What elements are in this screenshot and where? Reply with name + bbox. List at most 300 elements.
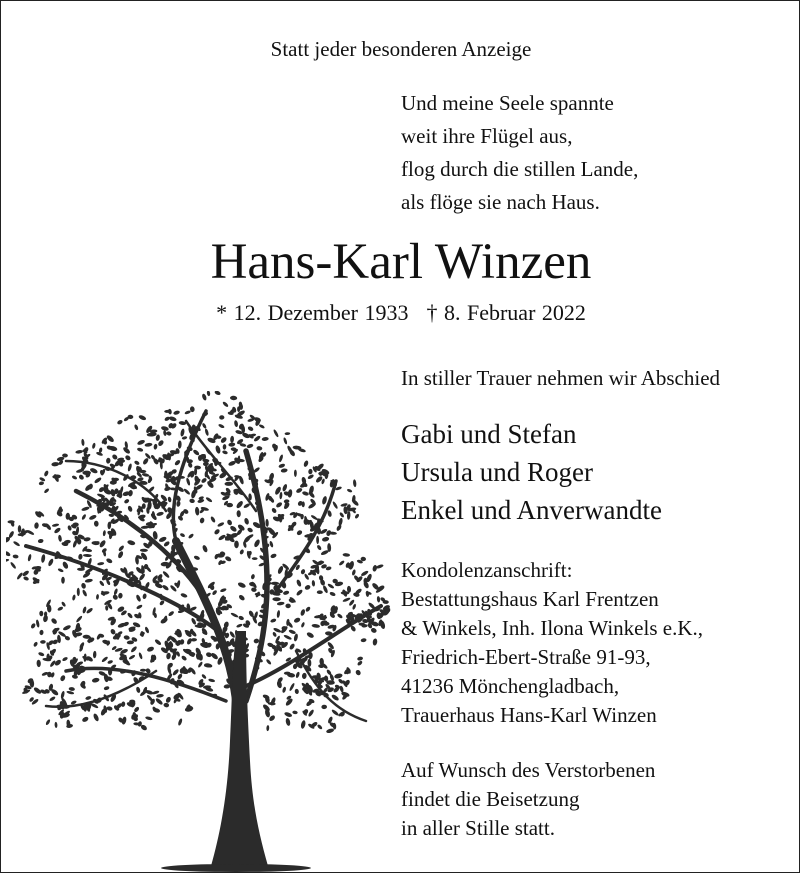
leaf — [6, 550, 11, 557]
leaf — [238, 594, 246, 602]
leaf — [302, 501, 305, 507]
leaf — [172, 668, 180, 676]
leaf — [163, 540, 170, 547]
leaf — [223, 444, 227, 450]
leaf — [228, 442, 235, 447]
leaf — [340, 503, 348, 508]
leaf — [81, 439, 85, 446]
leaf — [303, 460, 309, 468]
leaf — [277, 565, 284, 574]
leaf — [276, 610, 280, 618]
leaf — [235, 500, 244, 509]
address-line: Bestattungshaus Karl Frentzen — [401, 587, 659, 611]
leaf — [81, 582, 87, 589]
leaf — [213, 528, 220, 535]
leaf — [85, 695, 92, 700]
leaf — [360, 638, 366, 643]
leaf — [163, 430, 167, 436]
leaf — [253, 539, 261, 548]
leaf — [347, 488, 353, 493]
leaf — [43, 488, 49, 494]
leaf — [127, 539, 136, 545]
leaf — [199, 517, 205, 524]
leaf — [144, 626, 150, 634]
leaf — [88, 514, 97, 521]
leaf — [43, 470, 49, 477]
leaf — [205, 652, 212, 658]
leaf — [238, 615, 245, 621]
leaf — [285, 604, 290, 609]
leaf — [283, 590, 290, 595]
leaf — [205, 496, 213, 503]
leaf — [101, 656, 109, 663]
leaf — [71, 475, 77, 480]
leaf — [94, 520, 99, 526]
leaf — [276, 680, 282, 689]
leaf — [128, 654, 135, 660]
leaf — [193, 555, 200, 561]
leaf — [278, 454, 283, 463]
leaf — [247, 527, 254, 533]
leaf — [296, 589, 304, 597]
leaf — [220, 588, 227, 593]
leaf — [62, 624, 71, 631]
leaf — [285, 432, 291, 435]
leaf — [86, 607, 94, 614]
leaf — [146, 646, 154, 653]
leaf — [339, 685, 344, 692]
leaf — [92, 713, 99, 722]
leaf — [142, 472, 150, 477]
leaf — [99, 539, 107, 548]
leaf — [305, 606, 311, 613]
leaf — [38, 652, 45, 657]
leaf — [83, 554, 92, 557]
life-dates — [1, 300, 800, 326]
verse-line: flog durch die stillen Lande, — [401, 157, 639, 181]
mourners-list — [401, 415, 662, 529]
leaf — [301, 622, 306, 628]
leaf — [113, 588, 118, 595]
leaf — [195, 507, 200, 516]
leaf — [302, 672, 308, 679]
leaf — [134, 460, 140, 466]
leaf — [307, 709, 314, 718]
leaf — [162, 570, 170, 578]
leaf — [211, 589, 217, 595]
leaf — [127, 505, 133, 512]
leaf — [181, 655, 188, 662]
leaf — [224, 482, 233, 486]
leaf — [107, 660, 113, 665]
leaf — [294, 470, 297, 477]
leaf — [62, 561, 70, 570]
leaf — [166, 652, 171, 659]
leaf — [327, 583, 335, 589]
address-line: Friedrich-Ebert-Straße 91-93, — [401, 645, 651, 669]
leaf — [244, 517, 250, 525]
leaf — [156, 511, 164, 517]
leaf — [72, 594, 76, 601]
leaf — [136, 604, 143, 610]
leaf — [75, 450, 83, 454]
leaf — [13, 540, 21, 546]
leaf — [215, 445, 222, 454]
leaf — [201, 393, 207, 401]
leaf — [184, 410, 191, 415]
leaf — [191, 617, 197, 625]
leaf — [252, 557, 258, 560]
leaf — [334, 673, 343, 679]
leaf — [106, 458, 111, 464]
leaf — [317, 590, 323, 594]
leaf — [332, 501, 339, 509]
leaf — [222, 401, 229, 408]
leaf — [138, 652, 143, 660]
leaf — [339, 512, 345, 518]
leaf — [236, 623, 243, 628]
leaf — [321, 496, 327, 505]
leaf — [138, 414, 147, 421]
leaf — [202, 544, 209, 553]
leaf — [47, 558, 54, 567]
leaf — [237, 581, 246, 588]
leaf — [180, 428, 185, 437]
leaf — [39, 611, 43, 617]
leaf — [204, 428, 209, 436]
leaf — [329, 591, 336, 597]
leaf — [34, 522, 39, 529]
leaf — [136, 686, 141, 693]
leaf — [302, 491, 310, 497]
leaf — [144, 442, 152, 447]
leaf — [134, 424, 139, 431]
leaf — [49, 696, 56, 702]
leaf — [326, 728, 335, 734]
leaf — [6, 558, 9, 563]
leaf — [27, 554, 32, 562]
leaf — [272, 631, 277, 637]
leaf — [116, 419, 123, 425]
leaf — [82, 589, 88, 597]
leaf — [177, 718, 183, 726]
leaf — [38, 481, 44, 486]
leaf — [168, 409, 173, 415]
leaf — [39, 630, 44, 636]
leaf — [40, 640, 46, 644]
leaf — [36, 660, 41, 668]
leaf — [312, 580, 316, 587]
leaf — [106, 558, 114, 564]
leaf — [30, 623, 36, 630]
closing-note — [401, 756, 655, 843]
tree-trunk — [211, 631, 268, 866]
leaf — [174, 459, 181, 466]
leaf — [289, 682, 296, 691]
leaf — [92, 443, 96, 450]
leaf — [304, 584, 311, 591]
leaf — [261, 437, 268, 442]
leaf — [277, 601, 285, 605]
leaf — [317, 724, 323, 730]
leaf — [355, 669, 362, 676]
leaf — [18, 525, 21, 533]
poem-verse — [401, 87, 638, 219]
leaf — [50, 617, 58, 625]
leaf — [322, 536, 330, 542]
leaf — [167, 496, 172, 502]
death-date: † 8. Februar 2022 — [426, 300, 586, 325]
leaf — [177, 673, 183, 680]
leaf — [206, 391, 210, 396]
leaf — [293, 633, 298, 642]
leaf — [145, 716, 153, 721]
leaf — [310, 514, 318, 520]
leaf — [271, 507, 278, 514]
leaf — [188, 533, 195, 539]
address-line: & Winkels, Inh. Ilona Winkels e.K., — [401, 616, 703, 640]
leaf — [173, 410, 180, 416]
leaf — [75, 615, 83, 623]
leaf — [300, 609, 306, 617]
leaf — [282, 483, 288, 491]
leaf — [140, 669, 146, 672]
leaf — [210, 516, 216, 523]
mourner-name: Gabi und Stefan — [401, 419, 577, 449]
leaf — [354, 513, 360, 519]
leaf — [204, 663, 213, 669]
leaf — [308, 469, 313, 475]
leaf — [288, 629, 296, 635]
leaf — [168, 610, 175, 617]
deceased-name: Hans-Karl Winzen — [210, 234, 592, 290]
leaf — [300, 720, 306, 729]
leaf — [357, 660, 363, 666]
leaf — [127, 612, 134, 619]
leaf — [57, 568, 64, 573]
leaf — [203, 461, 209, 466]
notice-header: Statt jeder besonderen Anzeige — [270, 37, 532, 61]
leaf — [239, 549, 245, 555]
mourner-name: Enkel und Anverwandte — [401, 495, 662, 525]
leaf — [62, 656, 69, 662]
leaf — [179, 532, 185, 537]
leaf — [311, 624, 320, 629]
closing-line: findet die Beisetzung — [401, 787, 580, 811]
leaf — [23, 576, 30, 582]
leaf — [331, 709, 340, 717]
leaf — [99, 580, 105, 587]
leaf — [306, 631, 315, 639]
leaf — [218, 423, 225, 429]
leaf — [360, 570, 369, 577]
leaf — [270, 618, 277, 623]
leaf — [271, 582, 279, 585]
leaf — [52, 523, 60, 527]
leaf — [284, 711, 293, 718]
leaf — [372, 565, 378, 572]
leaf — [168, 416, 177, 422]
leaf — [68, 687, 75, 692]
leaf — [117, 550, 124, 558]
leaf — [186, 477, 191, 486]
address-line: 41236 Mönchengladbach, — [401, 674, 620, 698]
tree-ground — [161, 864, 311, 872]
verse-line: Und meine Seele spannte — [401, 91, 614, 115]
leaf — [283, 437, 288, 445]
leaf — [247, 426, 254, 432]
leaf — [295, 671, 300, 678]
leaf — [365, 591, 369, 598]
leaf — [372, 638, 377, 646]
leaf — [121, 716, 127, 725]
leaf — [273, 429, 280, 438]
leaf — [153, 444, 157, 450]
leaf — [214, 391, 221, 396]
leaf — [282, 686, 287, 693]
leaf — [53, 527, 61, 534]
leaf — [182, 436, 188, 440]
leaf — [127, 463, 132, 472]
leaf — [35, 619, 39, 627]
leaf — [156, 694, 164, 698]
leaf — [124, 454, 131, 461]
leaf — [135, 594, 141, 602]
leaf — [163, 702, 169, 707]
leaf — [140, 552, 149, 562]
leaf — [246, 443, 254, 449]
leaf — [22, 570, 30, 577]
leaf — [176, 500, 181, 507]
leaf — [266, 725, 269, 731]
leaf — [81, 506, 90, 512]
leaf — [82, 471, 91, 475]
leaf — [93, 651, 97, 659]
leaf — [200, 477, 207, 484]
leaf — [197, 661, 203, 668]
leaf — [165, 696, 172, 704]
leaf — [265, 659, 272, 666]
leaf — [234, 420, 239, 427]
leaf — [118, 593, 123, 599]
leaf — [78, 474, 85, 481]
leaf — [186, 637, 193, 645]
leaf — [61, 601, 67, 607]
verse-line: weit ihre Flügel aus, — [401, 124, 573, 148]
leaf — [230, 396, 237, 401]
leaf — [321, 705, 327, 709]
leaf — [162, 584, 170, 591]
leaf — [316, 544, 322, 551]
leaf — [219, 415, 224, 419]
leaf — [103, 686, 109, 691]
leaf — [256, 446, 262, 451]
leaf — [201, 673, 207, 679]
leaf — [128, 490, 134, 497]
leaf — [102, 530, 106, 536]
leaf — [183, 488, 191, 496]
leaf — [226, 519, 233, 526]
leaf — [217, 521, 225, 527]
leaf — [83, 653, 86, 662]
leaf — [166, 431, 172, 436]
mourning-intro: In stiller Trauer nehmen wir Abschied — [401, 366, 721, 390]
condolence-address — [401, 556, 703, 730]
leaf — [57, 606, 64, 611]
leaf — [142, 593, 147, 599]
leaf — [158, 536, 167, 543]
birth-date: * 12. Dezember 1933 — [216, 300, 409, 325]
leaf — [281, 468, 288, 473]
leaf — [161, 425, 170, 431]
address-line: Kondolenzanschrift: — [401, 558, 573, 582]
leaf — [142, 457, 149, 465]
leaf — [234, 541, 239, 549]
leaf — [296, 529, 303, 536]
leaf — [222, 450, 228, 455]
leaf — [296, 579, 302, 587]
leaf — [97, 562, 104, 566]
leaf — [265, 519, 269, 527]
leaf — [251, 574, 256, 580]
leaf — [82, 606, 87, 614]
leaf — [377, 596, 381, 603]
leaf — [78, 554, 83, 560]
leaf — [230, 436, 234, 443]
leaf — [54, 722, 57, 728]
leaf — [94, 476, 103, 484]
leaf — [258, 424, 265, 429]
leaf — [236, 510, 240, 517]
leaf — [155, 434, 160, 441]
leaf — [10, 561, 17, 569]
leaf — [77, 588, 80, 596]
verse-line: als flöge sie nach Haus. — [401, 190, 600, 214]
leaf — [92, 677, 100, 683]
leaf — [38, 539, 44, 544]
tree-leaves — [6, 391, 391, 734]
leaf — [58, 535, 63, 542]
leaf — [208, 678, 215, 683]
leaf — [85, 578, 93, 583]
leaf — [352, 603, 357, 610]
tree-icon — [6, 391, 391, 873]
leaf — [293, 617, 301, 624]
leaf — [180, 592, 188, 598]
leaf — [357, 656, 363, 661]
leaf — [52, 474, 61, 479]
leaf — [229, 631, 236, 639]
leaf — [81, 514, 87, 521]
leaf — [16, 572, 23, 580]
leaf — [201, 627, 209, 636]
leaf — [192, 449, 200, 456]
leaf — [123, 498, 129, 504]
leaf — [272, 597, 280, 601]
leaf — [137, 447, 144, 452]
leaf — [316, 536, 319, 544]
leaf — [279, 492, 282, 500]
leaf — [106, 706, 113, 711]
leaf — [246, 533, 254, 540]
leaf — [59, 674, 66, 682]
leaf — [278, 463, 285, 469]
leaf — [140, 549, 148, 552]
leaf — [121, 701, 126, 707]
leaf — [72, 674, 79, 679]
leaf — [96, 594, 99, 600]
leaf — [285, 718, 291, 727]
